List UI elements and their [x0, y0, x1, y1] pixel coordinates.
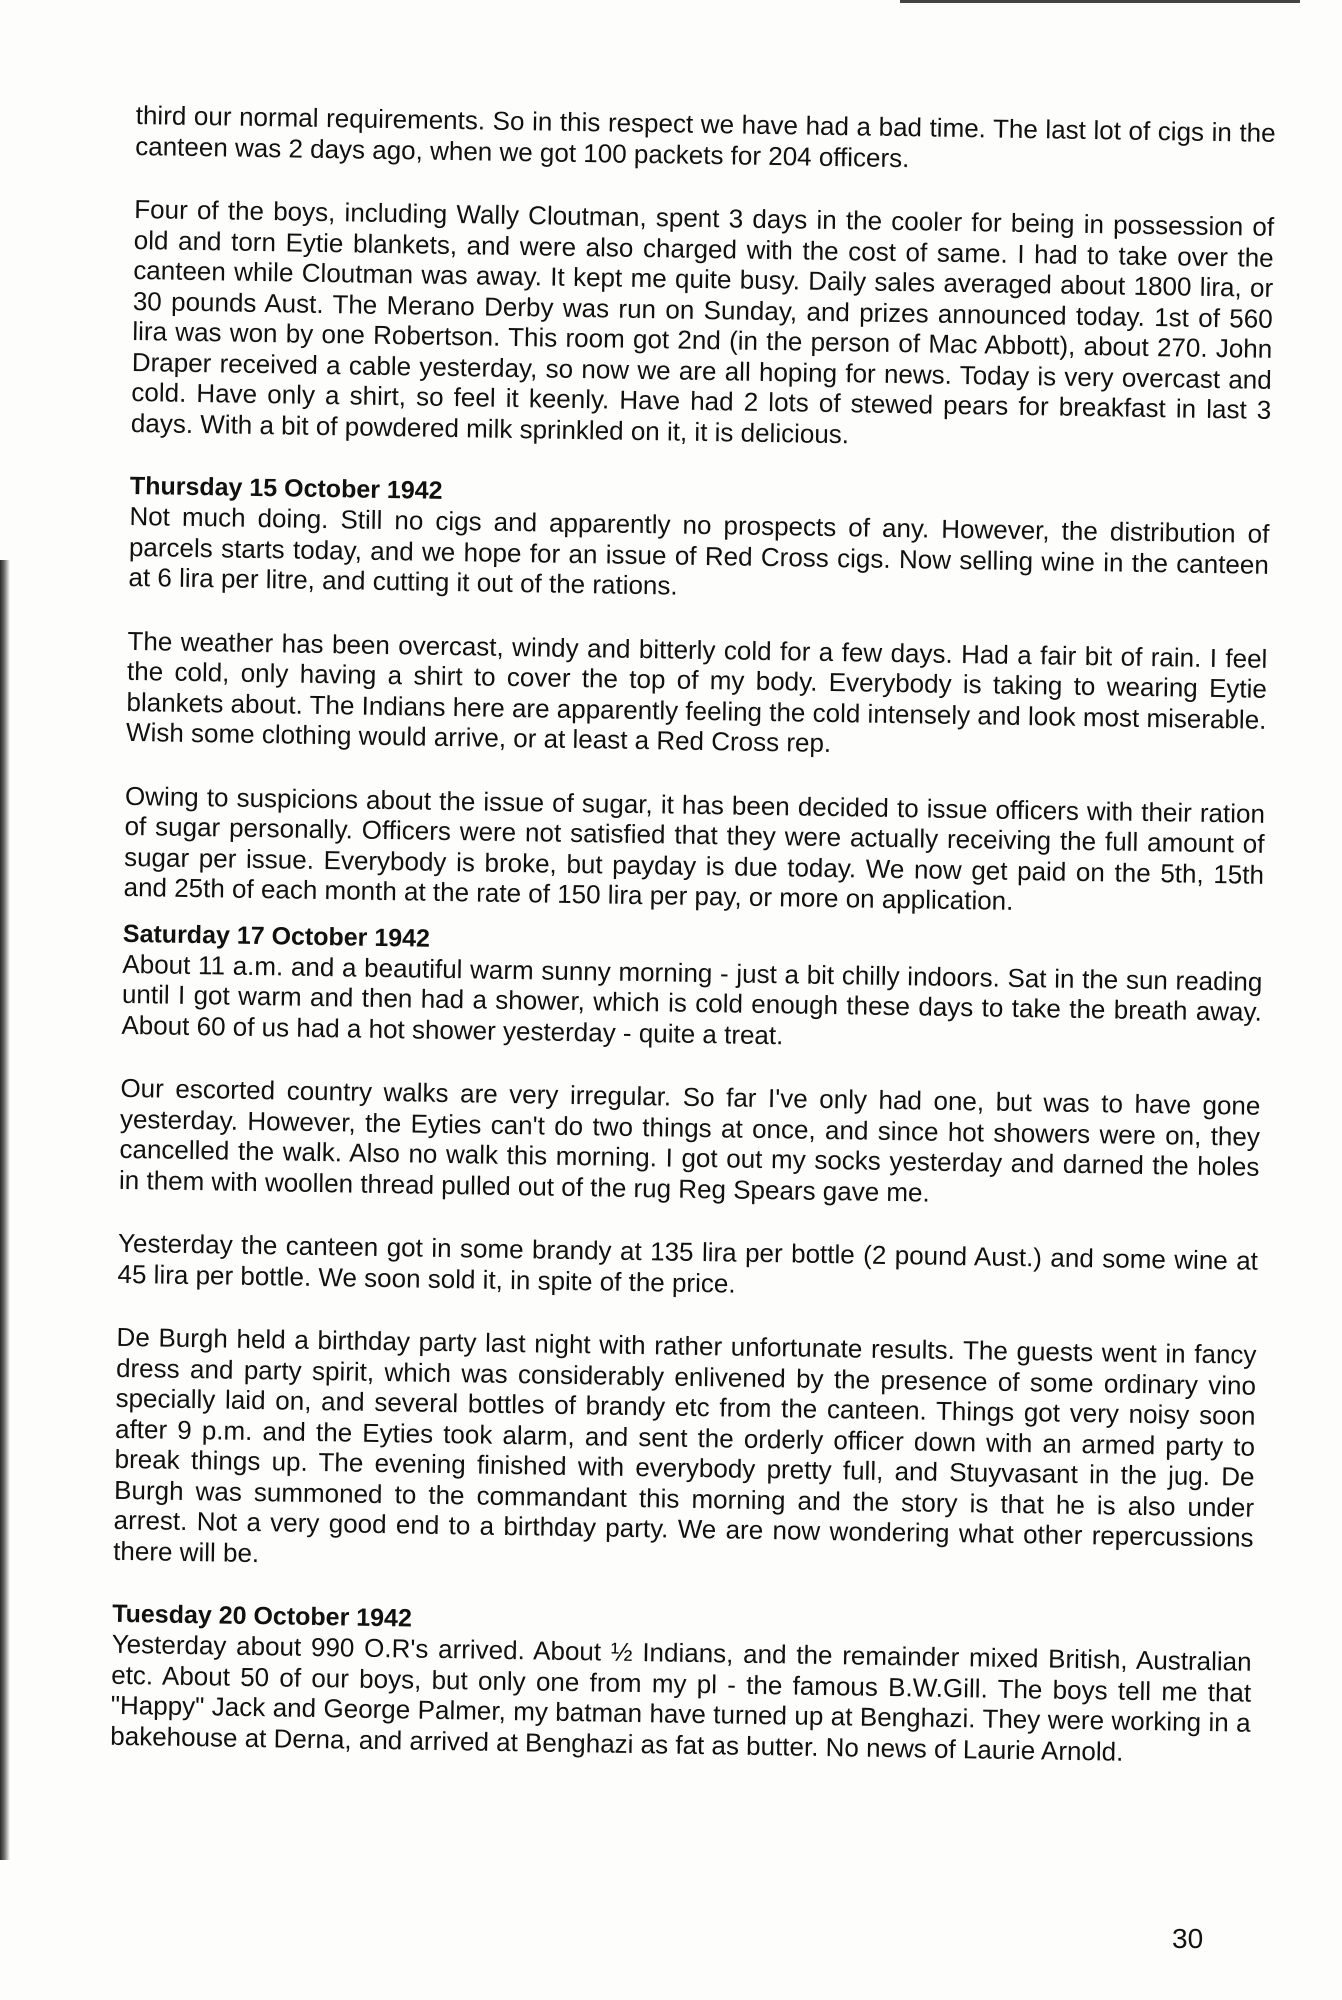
paragraph: Yesterday about 990 O.R's arrived. About ½ Indians, and the remainder mixed British, Australian etc. About 50 of our boys, but only one from my pl - the famous B.W.Gill. The boys tell me that "Happy" Jack and George Palmer, my batman have turned up at Benghazi. They were working in a bakehouse at Derna, and arrived at Benghazi as fat as butter. No news of Laurie Arnold. [110, 1628, 1252, 1767]
paragraph: third our normal requirements. So in this respect we have had a bad time. The last lot of cigs in the canteen was 2 days ago, when we got 100 packets for 204 officers. [135, 100, 1276, 173]
paragraph: De Burgh held a birthday party last night with rather unfortunate results. The guests went in fancy dress and party spirit, which was considerably enlivened by the presence of some ordinary vino specially laid on, and several bottles of brandy etc from the canteen. Things got very noisy soon after 9 p.m. and the Eyties took alarm, and sent the orderly officer down with an armed party to break things up. The evening finished with everybody pretty full, and Stuyvasant in the jug. De Burgh was summoned to the commandant this morning and the story is that he is also under arrest. Not a very good end to a birthday party. We are now wondering what other repercussions there will be. [112, 1321, 1257, 1568]
scan-left-edge [0, 560, 10, 1860]
page-number: 30 [1172, 1923, 1204, 1954]
paragraph: Owing to suspicions about the issue of sugar, it has been decided to issue officers with their ration of sugar personally. Officers were not satisfied that they were actually receiving the full amount of sugar per issue. Everybody is broke, but payday is due today. We now get paid on the 5th, 15th and 25th of each month at the rate of 150 lira per pay, or more on application. [123, 780, 1266, 916]
paragraph: Yesterday the canteen got in some brandy at 135 lira per bottle (2 pound Aust.) and some wine at 45 lira per bottle. We soon sold it, in spite of the price. [117, 1227, 1259, 1299]
paragraph: Not much doing. Still no cigs and apparently no prospects of any. However, the distribution of parcels starts today, and we hope for an issue of Red Cross cigs. Now selling wine in the canteen at 6 lira per litre, and cutting it out of the rations. [128, 500, 1270, 601]
scan-top-edge [900, 0, 1300, 3]
diary-text-body [110, 100, 1276, 1769]
paragraph: The weather has been overcast, windy and bitterly cold for a few days. Had a fair bit of rain. I feel the cold, only having a shirt to cover the top of my body. Everybody is taking to wearing Eytie blankets about. The Indians here are apparently feeling the cold intensely and look most miserable. Wish some clothing would arrive, or at least a Red Cross rep. [125, 625, 1268, 758]
paragraph: Four of the boys, including Wally Cloutman, spent 3 days in the cooler for being in possession of old and torn Eytie blankets, and were also charged with the cost of same. I had to take over the canteen while Cloutman was away. It kept me quite busy. Daily sales averaged about 1800 lira, or 30 pounds Aust. The Merano Derby was run on Sunday, and prizes announced today. 1st of 560 lira was won by one Robertson. This room got 2nd (in the person of Mac Abbott), about 270. John Draper received a cable yesterday, so now we are all hoping for news. Today is very overcast and cold. Have only a shirt, so feel it keenly. Have had 2 lots of stewed pears for breakfast in last 3 days. With a bit of powdered milk sprinkled on it, it is delicious. [130, 193, 1275, 449]
paragraph: Our escorted country walks are very irregular. So far I've only had one, but was to have gone yesterday. However, the Eyties can't do two things at once, and since hot showers were on, they cancelled the walk. Also no walk this morning. I got out my socks yesterday and darned the holes in them with woollen thread pulled out of the rug Reg Spears gave me. [118, 1072, 1261, 1208]
entry-date-heading: Saturday 17 October 1942 [122, 919, 431, 953]
paragraph: About 11 a.m. and a beautiful warm sunny morning - just a bit chilly indoors. Sat in the sun reading until I got warm and then had a shower, which is cold enough these days to take the breath away. About 60 of us had a hot shower yesterday - quite a treat. [121, 948, 1263, 1050]
entry-date-heading: Thursday 15 October 1942 [129, 471, 443, 505]
entry-date-heading: Tuesday 20 October 1942 [111, 1599, 413, 1633]
